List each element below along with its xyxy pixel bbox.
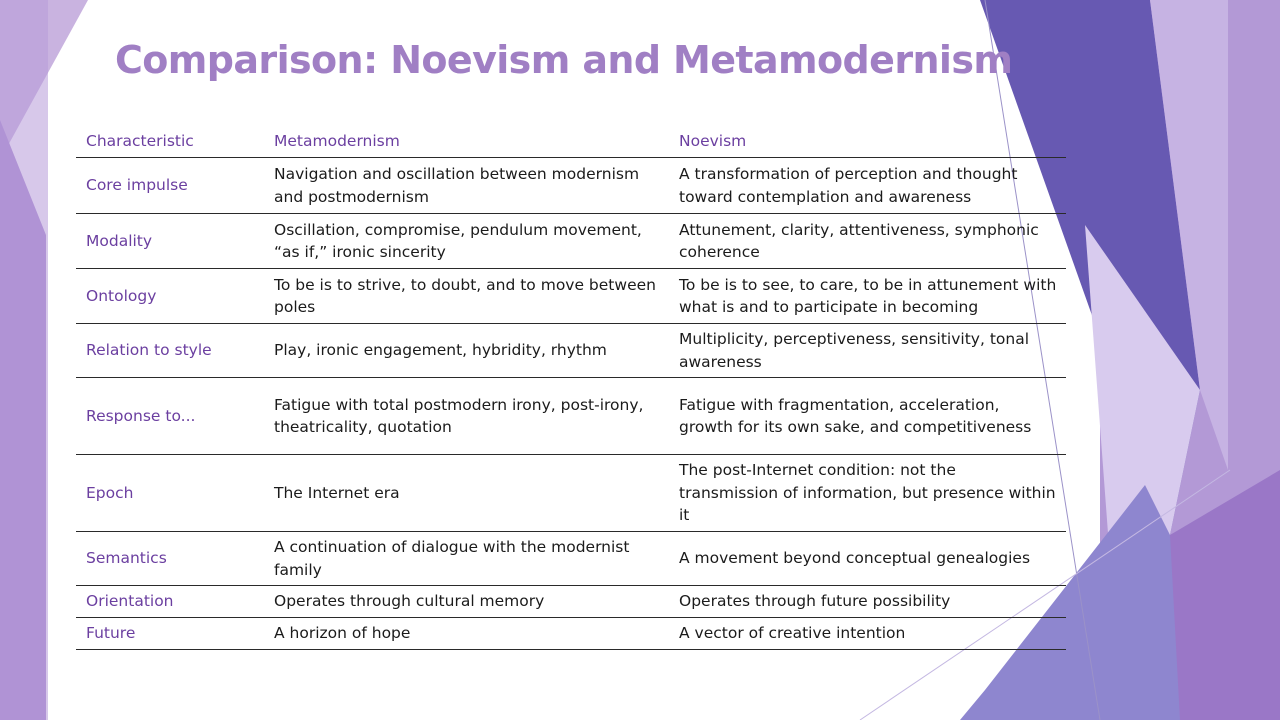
table-header-row — [76, 125, 1066, 158]
row-metamodernism: To be is to strive, to doubt, and to move between poles — [264, 269, 669, 324]
row-noevism: Operates through future possibility — [669, 586, 1066, 618]
header-noevism: Noevism — [669, 125, 1066, 158]
row-metamodernism: Operates through cultural memory — [264, 586, 669, 618]
table-row — [76, 455, 1066, 532]
table-row — [76, 324, 1066, 378]
row-characteristic: Modality — [76, 214, 264, 269]
row-metamodernism: A continuation of dialogue with the modernist family — [264, 532, 669, 586]
table-row — [76, 158, 1066, 214]
table-row — [76, 378, 1066, 455]
row-noevism: To be is to see, to care, to be in attunement with what is and to participate in becoming — [669, 269, 1066, 324]
row-characteristic: Core impulse — [76, 158, 264, 214]
table-row — [76, 586, 1066, 618]
row-noevism: A movement beyond conceptual genealogies — [669, 532, 1066, 586]
comparison-table-container — [76, 125, 1066, 650]
row-metamodernism: Fatigue with total postmodern irony, post-irony, theatricality, quotation — [264, 378, 669, 455]
row-noevism: A vector of creative intention — [669, 618, 1066, 650]
comparison-table — [76, 125, 1066, 650]
row-metamodernism: Play, ironic engagement, hybridity, rhythm — [264, 324, 669, 378]
row-characteristic: Epoch — [76, 455, 264, 532]
row-metamodernism: Navigation and oscillation between modernism and postmodernism — [264, 158, 669, 214]
header-characteristic: Characteristic — [76, 125, 264, 158]
header-metamodernism: Metamodernism — [264, 125, 669, 158]
table-row — [76, 269, 1066, 324]
row-characteristic: Semantics — [76, 532, 264, 586]
row-noevism: Attunement, clarity, attentiveness, symphonic coherence — [669, 214, 1066, 269]
table-row — [76, 532, 1066, 586]
row-characteristic: Ontology — [76, 269, 264, 324]
row-metamodernism: Oscillation, compromise, pendulum movement, “as if,” ironic sincerity — [264, 214, 669, 269]
row-characteristic: Future — [76, 618, 264, 650]
row-noevism: The post-Internet condition: not the transmission of information, but presence within it — [669, 455, 1066, 532]
table-row — [76, 618, 1066, 650]
table-row — [76, 214, 1066, 269]
row-characteristic: Relation to style — [76, 324, 264, 378]
row-noevism: A transformation of perception and thought toward contemplation and awareness — [669, 158, 1066, 214]
row-noevism: Multiplicity, perceptiveness, sensitivity, tonal awareness — [669, 324, 1066, 378]
row-noevism: Fatigue with fragmentation, acceleration, growth for its own sake, and competitiveness — [669, 378, 1066, 455]
left-facet-mid — [0, 0, 48, 720]
slide-title: Comparison: Noevism and Metamodernism — [115, 38, 1013, 82]
row-metamodernism: A horizon of hope — [264, 618, 669, 650]
row-metamodernism: The Internet era — [264, 455, 669, 532]
row-characteristic: Orientation — [76, 586, 264, 618]
row-characteristic: Response to... — [76, 378, 264, 455]
